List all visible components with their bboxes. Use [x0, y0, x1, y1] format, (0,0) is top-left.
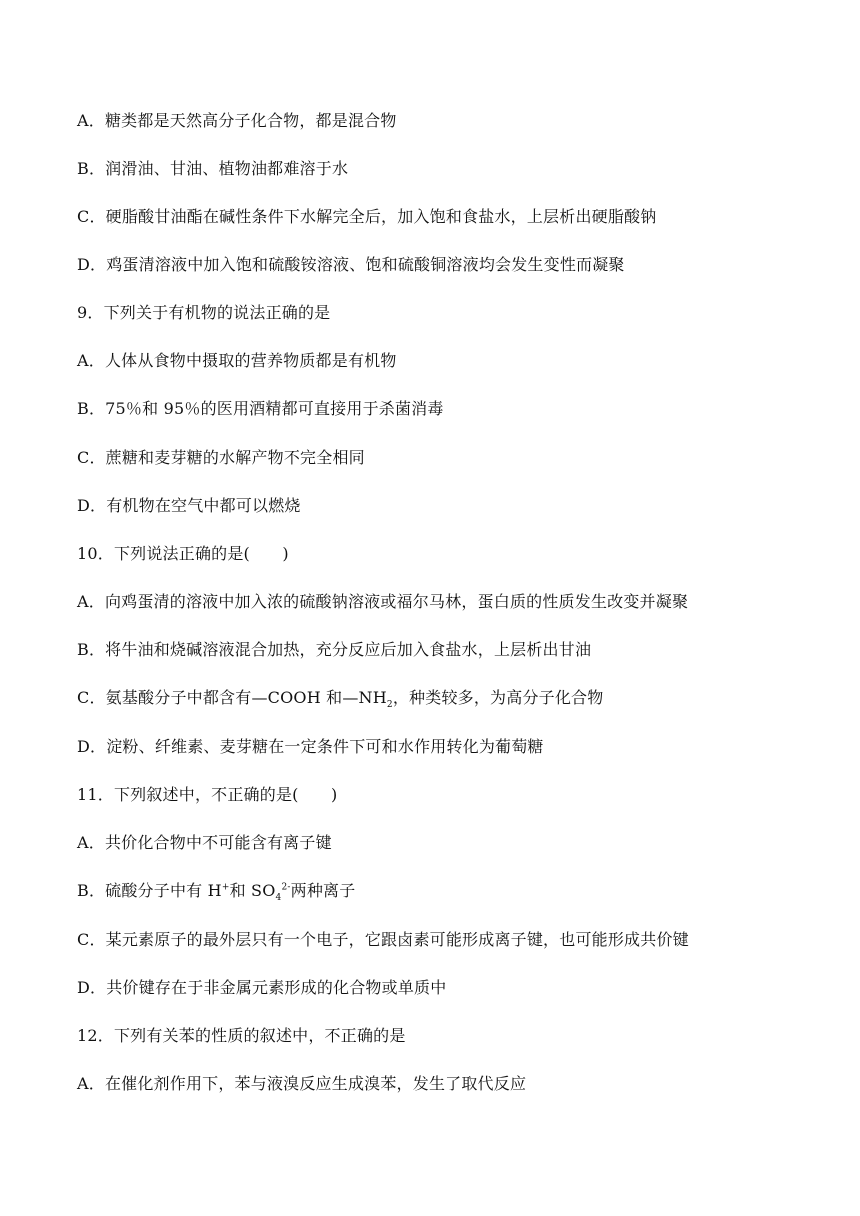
option-line: [77, 496, 301, 516]
option-line: [77, 111, 397, 131]
option-line: [77, 255, 625, 275]
line-text: A．糖类都是天然高分子化合物，都是混合物: [77, 111, 397, 130]
option-line: [77, 930, 689, 950]
option-line: [77, 688, 604, 711]
option-line: [77, 978, 446, 998]
line-text: 9．下列关于有机物的说法正确的是: [77, 303, 331, 322]
question-line: [77, 544, 289, 564]
option-line: [77, 1074, 526, 1094]
line-text: C．某元素原子的最外层只有一个电子，它跟卤素可能形成离子键，也可能形成共价键: [77, 930, 689, 949]
option-line: [77, 207, 656, 227]
superscript: +: [221, 882, 230, 893]
line-text: 10．下列说法正确的是( ): [77, 544, 289, 563]
line-text: A．在催化剂作用下，苯与液溴反应生成溴苯，发生了取代反应: [77, 1074, 527, 1093]
line-text: C．蔗糖和麦芽糖的水解产物不完全相同: [77, 448, 365, 467]
line-text: C．氨基酸分子中都含有—COOH 和—NH: [77, 688, 387, 707]
line-text: D．共价键存在于非金属元素形成的化合物或单质中: [77, 978, 447, 997]
option-line: [77, 399, 444, 419]
subscript: 2: [386, 700, 393, 711]
option-line: [77, 592, 688, 612]
line-text: ，种类较多，为高分子化合物: [392, 688, 604, 707]
subscript: 4: [275, 893, 282, 904]
question-line: [77, 1026, 406, 1046]
line-text: B．将牛油和烧碱溶液混合加热，充分反应后加入食盐水，上层析出甘油: [77, 640, 592, 659]
option-line: [77, 448, 365, 468]
question-line: [77, 785, 337, 805]
line-text: C．硬脂酸甘油酯在碱性条件下水解完全后，加入饱和食盐水，上层析出硬脂酸钠: [77, 207, 657, 226]
option-line: [77, 351, 397, 371]
superscript: 2-: [281, 882, 291, 893]
line-text: B．75％和 95％的医用酒精都可直接用于杀菌消毒: [77, 399, 444, 418]
line-text: D．有机物在空气中都可以燃烧: [77, 496, 301, 515]
line-text: A．向鸡蛋清的溶液中加入浓的硫酸钠溶液或福尔马林，蛋白质的性质发生改变并凝聚: [77, 592, 689, 611]
line-text: 和 SO: [229, 881, 276, 900]
line-text: 两种离子: [290, 881, 356, 900]
line-text: D．鸡蛋清溶液中加入饱和硫酸铵溶液、饱和硫酸铜溶液均会发生变性而凝聚: [77, 255, 625, 274]
line-text: B．硫酸分子中有 H: [77, 881, 222, 900]
line-text: A．共价化合物中不可能含有离子键: [77, 833, 332, 852]
line-text: A．人体从食物中摄取的营养物质都是有机物: [77, 351, 397, 370]
line-text: 12．下列有关苯的性质的叙述中，不正确的是: [77, 1026, 406, 1045]
option-line: [77, 737, 544, 757]
option-line: [77, 833, 332, 853]
option-line: [77, 159, 348, 179]
line-text: 11．下列叙述中，不正确的是( ): [77, 785, 338, 804]
option-line: [77, 640, 591, 660]
question-line: [77, 303, 330, 323]
line-text: B．润滑油、甘油、植物油都难溶于水: [77, 159, 349, 178]
option-line: [77, 881, 356, 904]
line-text: D．淀粉、纤维素、麦芽糖在一定条件下可和水作用转化为葡萄糖: [77, 737, 544, 756]
